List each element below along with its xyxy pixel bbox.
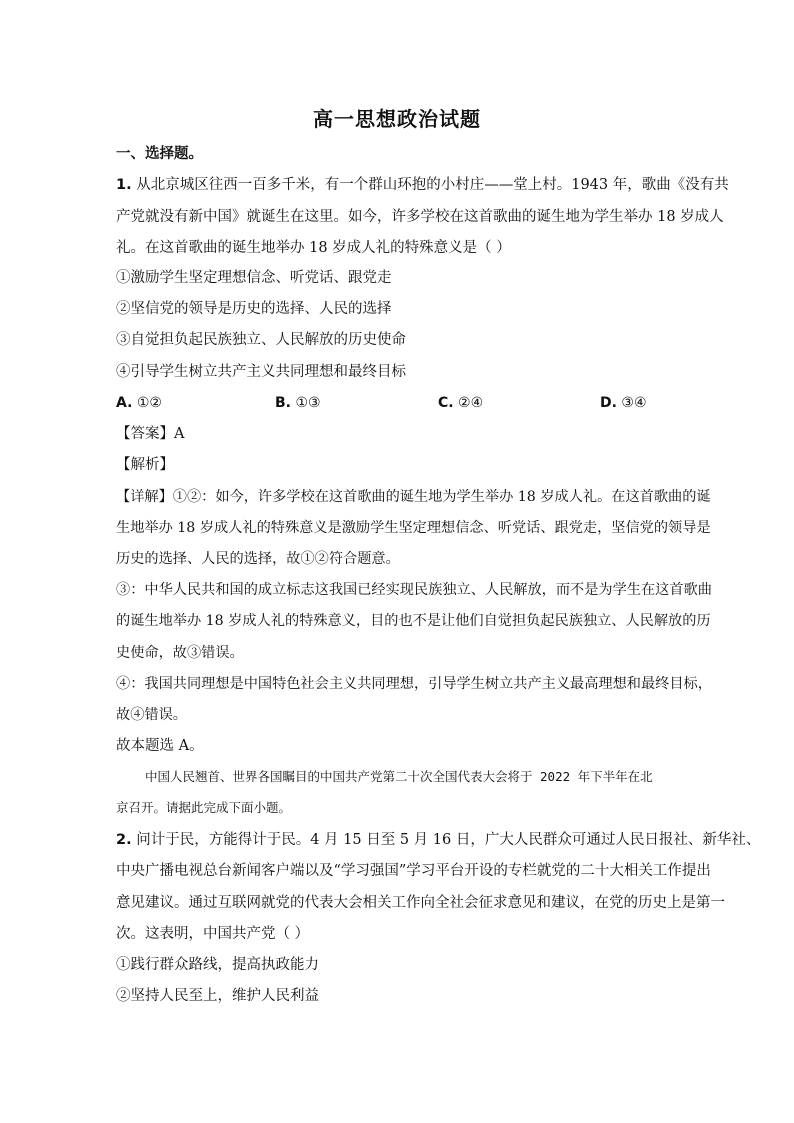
question-1-stem-line-2: 产党就没有新中国》就诞生在这里。如今，许多学校在这首歌曲的诞生地为学生举办 18 岁成人: [116, 209, 724, 225]
page-title: 高一思想政治试题: [313, 107, 481, 131]
question-1-detail-line-3: 历史的选择、人民的选择，故①②符合题意。: [116, 551, 400, 567]
question-1-answer: 【答案】A: [116, 426, 185, 442]
option-text: ②④: [458, 395, 484, 411]
option-letter: D.: [600, 395, 617, 411]
option-text: ①②: [136, 395, 162, 411]
question-1-detail-line-6: 史使命，故③错误。: [116, 645, 244, 661]
question-1-stem-line-1: [116, 174, 729, 196]
question-2-stem-line-3: 意见建议。通过互联网就党的代表大会相关工作向全社会征求意见和建议，在党的历史上是第一: [116, 895, 725, 911]
option-letter: A.: [116, 395, 133, 411]
question-1-detail-line-7: ④：我国共同理想是中国特色社会主义共同理想，引导学生树立共产主义最高理想和最终目标，: [116, 676, 712, 692]
option-text: ①③: [295, 395, 321, 411]
question-1-detail-line-2: 生地举办 18 岁成人礼的特殊意义是激励学生坚定理想信念、听党话、跟党走，坚信党的领导是: [116, 520, 711, 536]
option-letter: B.: [275, 395, 291, 411]
question-2-item-2: ②坚持人民至上，维护人民利益: [116, 988, 319, 1004]
question-2-stem-line-4: 次。这表明，中国共产党（ ）: [116, 926, 310, 942]
question-1-item-1: ①激励学生坚定理想信念、听党话、跟党走: [116, 270, 392, 286]
question-1-item-2: ②坚信党的领导是历史的选择、人民的选择: [116, 301, 392, 317]
question-1-number: 1.: [116, 177, 132, 193]
question-2-stem-line-2: 中央广播电视总台新闻客户端以及“学习强国”学习平台开设的专栏就党的二十大相关工作提出: [116, 863, 711, 879]
question-1-detail-line-5: 的诞生地举办 18 岁成人礼的特殊意义，目的也不是让他们自觉担负起民族独立、人民解放的历: [116, 613, 711, 629]
question-2-stem-text-1: 问计于民，方能得计于民。4 月 15 日至 5 月 16 日，广大人民群众可通过人民日报社、新华社、: [136, 832, 761, 848]
option-text: ③④: [621, 395, 647, 411]
question-1-option-c: [438, 392, 483, 414]
question-2-item-1: ①践行群众路线，提高执政能力: [116, 957, 319, 973]
option-letter: C.: [438, 395, 454, 411]
material-intro-line-1: 中国人民翘首、世界各国瞩目的中国共产党第二十次全国代表大会将于 2022 年下半年在北: [145, 769, 653, 784]
question-1-detail-line-8: 故④错误。: [116, 707, 187, 723]
section-heading: 一、选择题。: [116, 145, 203, 162]
question-1-conclusion: 故本题选 A。: [116, 738, 204, 754]
question-1-option-a: [116, 392, 162, 414]
question-1-option-b: [275, 392, 321, 414]
question-1-option-d: [600, 392, 647, 414]
question-2-stem-line-1: [116, 829, 761, 851]
question-1-stem-text-1: 从北京城区往西一百多千米，有一个群山环抱的小村庄——堂上村。1943 年，歌曲《没有共: [136, 177, 729, 193]
question-1-detail-line-4: ③：中华人民共和国的成立标志这我国已经实现民族独立、人民解放，而不是为学生在这首歌曲: [116, 582, 712, 598]
material-intro-line-2: 京召开。请据此完成下面小题。: [116, 800, 292, 815]
question-1-stem-line-3: 礼。在这首歌曲的诞生地举办 18 岁成人礼的特殊意义是（ ）: [116, 240, 511, 256]
question-1-detail-line-1: 【详解】①②：如今，许多学校在这首歌曲的诞生地为学生举办 18 岁成人礼。在这首歌曲的诞: [116, 489, 711, 505]
question-1-item-4: ④引导学生树立共产主义共同理想和最终目标: [116, 364, 406, 380]
question-1-item-3: ③自觉担负起民族独立、人民解放的历史使命: [116, 332, 406, 348]
question-2-number: 2.: [116, 832, 132, 848]
question-1-analysis-label: 【解析】: [116, 457, 174, 473]
